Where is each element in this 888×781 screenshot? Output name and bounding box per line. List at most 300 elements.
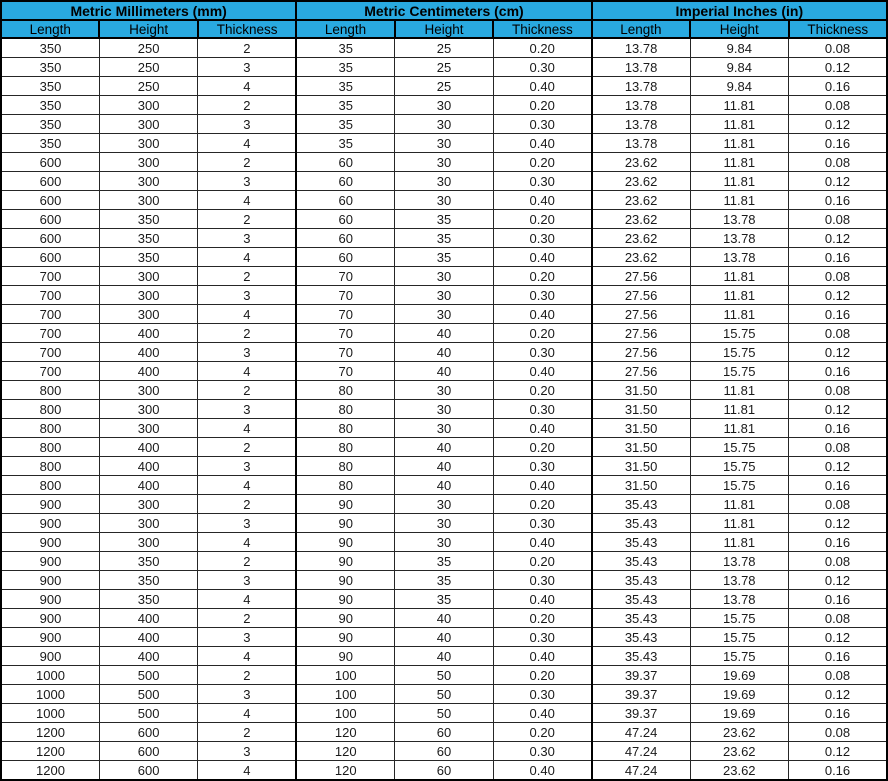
- cell: 35: [296, 115, 394, 134]
- cell: 2: [198, 153, 296, 172]
- cell: 3: [198, 457, 296, 476]
- cell: 0.40: [493, 362, 591, 381]
- cell: 300: [99, 286, 197, 305]
- cell: 47.24: [592, 742, 690, 761]
- cell: 500: [99, 685, 197, 704]
- cell: 0.40: [493, 761, 591, 781]
- table-row: [1, 723, 887, 742]
- cell: 30: [395, 533, 493, 552]
- cell: 23.62: [592, 153, 690, 172]
- cell: 25: [395, 77, 493, 96]
- cell: 60: [296, 191, 394, 210]
- cell: 11.81: [690, 419, 788, 438]
- cell: 400: [99, 362, 197, 381]
- cell: 30: [395, 381, 493, 400]
- cell: 35: [395, 210, 493, 229]
- cell: 47.24: [592, 723, 690, 742]
- cell: 0.20: [493, 495, 591, 514]
- cell: 19.69: [690, 685, 788, 704]
- cell: 31.50: [592, 381, 690, 400]
- cell: 0.12: [789, 115, 888, 134]
- cell: 120: [296, 723, 394, 742]
- cell: 2: [198, 495, 296, 514]
- cell: 23.62: [592, 248, 690, 267]
- cell: 3: [198, 229, 296, 248]
- cell: 0.16: [789, 77, 888, 96]
- cell: 40: [395, 457, 493, 476]
- cell: 13.78: [592, 96, 690, 115]
- cell: 0.20: [493, 38, 591, 58]
- cell: 90: [296, 609, 394, 628]
- cell: 0.30: [493, 400, 591, 419]
- cell: 120: [296, 761, 394, 781]
- cell: 0.16: [789, 704, 888, 723]
- cell: 27.56: [592, 267, 690, 286]
- group-header-row: [1, 1, 887, 20]
- cell: 30: [395, 153, 493, 172]
- cell: 2: [198, 324, 296, 343]
- cell: 60: [296, 210, 394, 229]
- cell: 4: [198, 77, 296, 96]
- cell: 30: [395, 115, 493, 134]
- cell: 60: [395, 742, 493, 761]
- table-row: [1, 191, 887, 210]
- cell: 90: [296, 533, 394, 552]
- cell: 400: [99, 457, 197, 476]
- table-row: [1, 381, 887, 400]
- cell: 0.16: [789, 476, 888, 495]
- table-row: [1, 343, 887, 362]
- cell: 700: [1, 305, 99, 324]
- cell: 15.75: [690, 476, 788, 495]
- cell: 1000: [1, 704, 99, 723]
- cell: 300: [99, 172, 197, 191]
- cell: 30: [395, 96, 493, 115]
- cell: 4: [198, 647, 296, 666]
- cell: 120: [296, 742, 394, 761]
- cell: 800: [1, 381, 99, 400]
- cell: 1200: [1, 723, 99, 742]
- cell: 300: [99, 305, 197, 324]
- cell: 13.78: [592, 134, 690, 153]
- cell: 0.08: [789, 552, 888, 571]
- cell: 4: [198, 704, 296, 723]
- cell: 4: [198, 533, 296, 552]
- table-row: [1, 362, 887, 381]
- cell: 0.20: [493, 666, 591, 685]
- cell: 350: [99, 210, 197, 229]
- cell: 0.16: [789, 248, 888, 267]
- cell: 31.50: [592, 438, 690, 457]
- cell: 0.12: [789, 229, 888, 248]
- cell: 0.20: [493, 267, 591, 286]
- table-row: [1, 476, 887, 495]
- cell: 0.12: [789, 58, 888, 77]
- cell: 70: [296, 324, 394, 343]
- cell: 40: [395, 324, 493, 343]
- cell: 400: [99, 438, 197, 457]
- cell: 40: [395, 647, 493, 666]
- cell: 3: [198, 172, 296, 191]
- table-row: [1, 666, 887, 685]
- column-header: Thickness: [789, 20, 888, 38]
- cell: 27.56: [592, 305, 690, 324]
- cell: 70: [296, 343, 394, 362]
- cell: 900: [1, 533, 99, 552]
- cell: 0.16: [789, 590, 888, 609]
- cell: 4: [198, 476, 296, 495]
- table-row: [1, 38, 887, 58]
- cell: 0.12: [789, 514, 888, 533]
- cell: 9.84: [690, 77, 788, 96]
- cell: 35: [395, 229, 493, 248]
- cell: 40: [395, 476, 493, 495]
- cell: 35.43: [592, 552, 690, 571]
- cell: 35.43: [592, 590, 690, 609]
- cell: 30: [395, 286, 493, 305]
- cell: 13.78: [690, 210, 788, 229]
- group-header: Metric Centimeters (cm): [296, 1, 591, 20]
- cell: 30: [395, 267, 493, 286]
- cell: 13.78: [690, 571, 788, 590]
- cell: 11.81: [690, 286, 788, 305]
- cell: 39.37: [592, 666, 690, 685]
- column-header: Height: [99, 20, 197, 38]
- cell: 35.43: [592, 514, 690, 533]
- cell: 40: [395, 609, 493, 628]
- cell: 35: [296, 77, 394, 96]
- cell: 3: [198, 685, 296, 704]
- cell: 350: [99, 552, 197, 571]
- column-header: Thickness: [493, 20, 591, 38]
- cell: 0.30: [493, 229, 591, 248]
- cell: 900: [1, 647, 99, 666]
- cell: 27.56: [592, 286, 690, 305]
- cell: 600: [99, 723, 197, 742]
- cell: 90: [296, 552, 394, 571]
- cell: 0.30: [493, 172, 591, 191]
- cell: 0.12: [789, 286, 888, 305]
- cell: 4: [198, 134, 296, 153]
- cell: 80: [296, 438, 394, 457]
- cell: 0.30: [493, 115, 591, 134]
- cell: 0.40: [493, 305, 591, 324]
- column-header: Length: [592, 20, 690, 38]
- cell: 23.62: [592, 172, 690, 191]
- cell: 35.43: [592, 647, 690, 666]
- cell: 400: [99, 628, 197, 647]
- cell: 0.08: [789, 723, 888, 742]
- cell: 3: [198, 628, 296, 647]
- cell: 0.30: [493, 58, 591, 77]
- column-header: Length: [1, 20, 99, 38]
- cell: 35.43: [592, 609, 690, 628]
- cell: 35.43: [592, 533, 690, 552]
- cell: 60: [395, 723, 493, 742]
- cell: 100: [296, 704, 394, 723]
- cell: 27.56: [592, 343, 690, 362]
- table-row: [1, 704, 887, 723]
- cell: 0.08: [789, 96, 888, 115]
- cell: 0.20: [493, 609, 591, 628]
- cell: 90: [296, 571, 394, 590]
- cell: 350: [1, 38, 99, 58]
- cell: 3: [198, 400, 296, 419]
- cell: 0.12: [789, 685, 888, 704]
- cell: 2: [198, 381, 296, 400]
- cell: 39.37: [592, 704, 690, 723]
- cell: 0.40: [493, 590, 591, 609]
- cell: 19.69: [690, 666, 788, 685]
- cell: 31.50: [592, 457, 690, 476]
- table-row: [1, 153, 887, 172]
- cell: 15.75: [690, 457, 788, 476]
- cell: 2: [198, 438, 296, 457]
- cell: 11.81: [690, 153, 788, 172]
- cell: 1200: [1, 742, 99, 761]
- cell: 0.40: [493, 704, 591, 723]
- cell: 31.50: [592, 400, 690, 419]
- cell: 35: [296, 96, 394, 115]
- cell: 13.78: [592, 115, 690, 134]
- cell: 3: [198, 742, 296, 761]
- cell: 2: [198, 723, 296, 742]
- cell: 30: [395, 134, 493, 153]
- cell: 900: [1, 552, 99, 571]
- cell: 800: [1, 419, 99, 438]
- cell: 13.78: [690, 229, 788, 248]
- table-row: [1, 742, 887, 761]
- cell: 0.30: [493, 742, 591, 761]
- cell: 11.81: [690, 267, 788, 286]
- cell: 80: [296, 400, 394, 419]
- cell: 0.08: [789, 153, 888, 172]
- cell: 50: [395, 666, 493, 685]
- cell: 600: [1, 210, 99, 229]
- cell: 0.30: [493, 343, 591, 362]
- table-row: [1, 495, 887, 514]
- cell: 25: [395, 38, 493, 58]
- cell: 35: [296, 134, 394, 153]
- cell: 0.08: [789, 324, 888, 343]
- cell: 0.40: [493, 476, 591, 495]
- cell: 400: [99, 609, 197, 628]
- cell: 0.20: [493, 723, 591, 742]
- cell: 0.12: [789, 400, 888, 419]
- cell: 0.12: [789, 172, 888, 191]
- cell: 31.50: [592, 419, 690, 438]
- cell: 35.43: [592, 571, 690, 590]
- cell: 70: [296, 267, 394, 286]
- cell: 50: [395, 704, 493, 723]
- cell: 0.40: [493, 134, 591, 153]
- cell: 0.30: [493, 457, 591, 476]
- cell: 60: [296, 153, 394, 172]
- cell: 0.20: [493, 381, 591, 400]
- cell: 600: [1, 248, 99, 267]
- table-header: [1, 1, 887, 38]
- cell: 0.20: [493, 552, 591, 571]
- cell: 0.20: [493, 153, 591, 172]
- cell: 300: [99, 153, 197, 172]
- cell: 0.30: [493, 286, 591, 305]
- cell: 30: [395, 400, 493, 419]
- cell: 2: [198, 666, 296, 685]
- cell: 350: [99, 229, 197, 248]
- cell: 23.62: [690, 742, 788, 761]
- cell: 600: [1, 191, 99, 210]
- cell: 15.75: [690, 438, 788, 457]
- cell: 2: [198, 38, 296, 58]
- cell: 400: [99, 647, 197, 666]
- cell: 600: [1, 172, 99, 191]
- table-row: [1, 628, 887, 647]
- cell: 300: [99, 134, 197, 153]
- cell: 1000: [1, 685, 99, 704]
- cell: 31.50: [592, 476, 690, 495]
- cell: 300: [99, 96, 197, 115]
- cell: 11.81: [690, 96, 788, 115]
- cell: 11.81: [690, 514, 788, 533]
- cell: 30: [395, 305, 493, 324]
- table-row: [1, 286, 887, 305]
- table-row: [1, 248, 887, 267]
- cell: 0.30: [493, 514, 591, 533]
- cell: 9.84: [690, 58, 788, 77]
- cell: 0.08: [789, 495, 888, 514]
- cell: 60: [296, 229, 394, 248]
- cell: 350: [99, 571, 197, 590]
- table-row: [1, 172, 887, 191]
- cell: 2: [198, 96, 296, 115]
- cell: 300: [99, 400, 197, 419]
- cell: 13.78: [690, 590, 788, 609]
- cell: 2: [198, 609, 296, 628]
- cell: 100: [296, 685, 394, 704]
- cell: 80: [296, 381, 394, 400]
- cell: 4: [198, 419, 296, 438]
- cell: 23.62: [690, 761, 788, 781]
- cell: 4: [198, 590, 296, 609]
- cell: 23.62: [592, 191, 690, 210]
- cell: 80: [296, 419, 394, 438]
- cell: 400: [99, 476, 197, 495]
- cell: 13.78: [690, 248, 788, 267]
- cell: 30: [395, 191, 493, 210]
- cell: 90: [296, 514, 394, 533]
- cell: 35.43: [592, 628, 690, 647]
- cell: 70: [296, 286, 394, 305]
- cell: 30: [395, 419, 493, 438]
- cell: 0.08: [789, 381, 888, 400]
- cell: 700: [1, 362, 99, 381]
- cell: 800: [1, 457, 99, 476]
- cell: 900: [1, 628, 99, 647]
- cell: 60: [296, 248, 394, 267]
- cell: 60: [395, 761, 493, 781]
- cell: 23.62: [690, 723, 788, 742]
- table-row: [1, 305, 887, 324]
- cell: 3: [198, 571, 296, 590]
- cell: 350: [1, 134, 99, 153]
- cell: 11.81: [690, 495, 788, 514]
- cell: 3: [198, 343, 296, 362]
- cell: 90: [296, 495, 394, 514]
- cell: 800: [1, 400, 99, 419]
- cell: 11.81: [690, 400, 788, 419]
- table-row: [1, 761, 887, 781]
- cell: 900: [1, 590, 99, 609]
- cell: 250: [99, 58, 197, 77]
- cell: 4: [198, 362, 296, 381]
- cell: 39.37: [592, 685, 690, 704]
- cell: 11.81: [690, 533, 788, 552]
- cell: 100: [296, 666, 394, 685]
- cell: 13.78: [592, 38, 690, 58]
- cell: 700: [1, 324, 99, 343]
- cell: 1000: [1, 666, 99, 685]
- cell: 15.75: [690, 609, 788, 628]
- cell: 2: [198, 552, 296, 571]
- cell: 900: [1, 571, 99, 590]
- cell: 0.16: [789, 134, 888, 153]
- cell: 3: [198, 58, 296, 77]
- cell: 250: [99, 77, 197, 96]
- cell: 800: [1, 476, 99, 495]
- cell: 0.40: [493, 191, 591, 210]
- cell: 500: [99, 704, 197, 723]
- cell: 0.08: [789, 666, 888, 685]
- table-row: [1, 267, 887, 286]
- column-header-row: [1, 20, 887, 38]
- table-row: [1, 400, 887, 419]
- cell: 15.75: [690, 647, 788, 666]
- cell: 4: [198, 305, 296, 324]
- cell: 300: [99, 381, 197, 400]
- cell: 15.75: [690, 362, 788, 381]
- cell: 35: [395, 571, 493, 590]
- cell: 0.30: [493, 628, 591, 647]
- cell: 40: [395, 343, 493, 362]
- cell: 500: [99, 666, 197, 685]
- cell: 700: [1, 286, 99, 305]
- cell: 2: [198, 267, 296, 286]
- cell: 15.75: [690, 324, 788, 343]
- cell: 15.75: [690, 628, 788, 647]
- cell: 70: [296, 305, 394, 324]
- cell: 0.08: [789, 38, 888, 58]
- cell: 350: [99, 590, 197, 609]
- cell: 250: [99, 38, 197, 58]
- cell: 4: [198, 191, 296, 210]
- cell: 90: [296, 647, 394, 666]
- cell: 27.56: [592, 324, 690, 343]
- cell: 0.16: [789, 647, 888, 666]
- cell: 600: [99, 761, 197, 781]
- cell: 70: [296, 362, 394, 381]
- cell: 0.20: [493, 324, 591, 343]
- cell: 3: [198, 286, 296, 305]
- cell: 0.40: [493, 419, 591, 438]
- cell: 60: [296, 172, 394, 191]
- cell: 30: [395, 514, 493, 533]
- cell: 350: [1, 77, 99, 96]
- cell: 23.62: [592, 210, 690, 229]
- cell: 9.84: [690, 38, 788, 58]
- cell: 2: [198, 210, 296, 229]
- cell: 0.16: [789, 362, 888, 381]
- cell: 40: [395, 362, 493, 381]
